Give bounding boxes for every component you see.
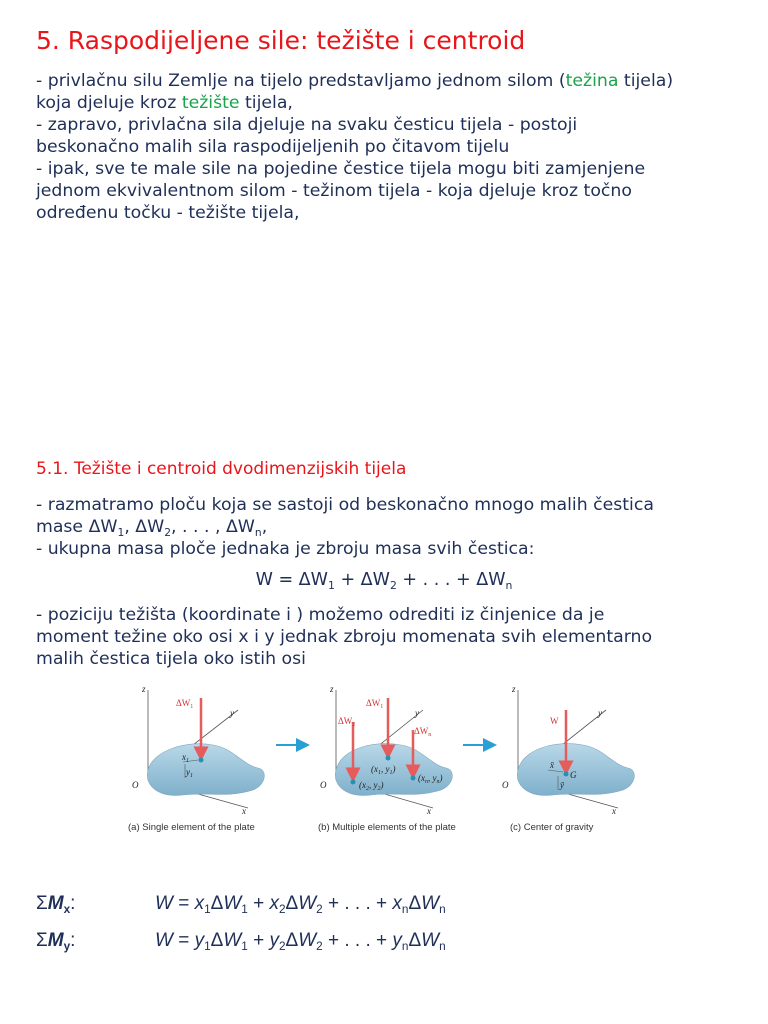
panel-c <box>502 684 634 833</box>
axis-x: x <box>242 806 246 816</box>
svg-text:x: x <box>612 806 616 816</box>
section-line-3: - ukupna masa ploče jednaka je zbroju masa svih čestica: <box>36 539 535 559</box>
svg-text:(x2, y2): ($x_2$, $y_2$) <box>359 780 384 792</box>
intro-line-4: beskonačno malih sila raspodijeljenih po čitavom tijelu <box>36 137 510 157</box>
svg-text:y1: $y_1$ <box>186 767 193 779</box>
svg-text:ΔW2: $\Delta W_2$ <box>338 716 356 728</box>
svg-text:G: G <box>570 770 577 780</box>
svg-text:y: y <box>598 708 602 718</box>
moment-y-equation: $W = y_1\Delta W_1 + y_2\Delta W_2$ + . . . + $y_n\Delta W_n$ <box>155 930 446 954</box>
svg-text:ΔW1: $\Delta W_1$ <box>366 698 384 710</box>
moment-x-label: $\Sigma M_x$: <box>36 893 76 917</box>
svg-text:(x1, y1): ($x_1$, $y_1$) <box>371 764 396 776</box>
moment-x-equation: $W = x_1\Delta W_1 + x_2\Delta W_2$ + . . . + $x_n\Delta W_n$ <box>155 893 446 917</box>
section-line-1: - razmatramo ploču koja se sastoji od beskonačno mnogo malih čestica <box>36 495 654 515</box>
svg-text:O: O <box>502 780 509 790</box>
origin-label: O <box>132 780 139 790</box>
axis-z: z <box>142 684 146 694</box>
axis-y: y <box>230 708 234 718</box>
label-W: W <box>550 716 559 726</box>
section-line-4: - poziciju težišta (koordinate i ) možemo odrediti iz činjenice da je <box>36 605 605 625</box>
intro-paragraph <box>36 70 673 224</box>
moment-y-label: $\Sigma M_y$: <box>36 930 76 954</box>
intro-line-3: - zapravo, privlačna sila djeluje na svaku česticu tijela - postoji <box>36 115 578 135</box>
section-title: 5.1. Težište i centroid dvodimenzijskih tijela <box>36 459 407 479</box>
total-weight-equation: $W = \Delta W_1 + \Delta W_2$ + . . . + $\Delta W_n$ <box>255 570 513 592</box>
section-line-2: mase $\Delta W_1$, $\Delta W_2$, . . . , $\Delta W_n$, <box>36 517 268 539</box>
label-dW1: $\Delta W_1$ <box>176 698 194 710</box>
intro-line-7: određenu točku - težište tijela, <box>36 203 300 223</box>
svg-text:x̄: x̄ <box>550 760 554 770</box>
panel-b <box>318 684 456 833</box>
svg-text:z: z <box>330 684 334 694</box>
intro-line-5: - ipak, sve te male sile na pojedine čestice tijela mogu biti zamjenjene <box>36 159 646 179</box>
caption-a: (a) Single element of the plate <box>128 822 255 833</box>
svg-text:ȳ: ȳ <box>560 780 564 790</box>
svg-text:x: x <box>427 806 431 816</box>
svg-text:y: y <box>415 708 419 718</box>
section-line-5: moment težine oko osi x i y jednak zbroju momenata svih elementarno <box>36 627 653 647</box>
center-of-gravity-figure <box>118 680 648 840</box>
section-line-6: malih čestica tijela oko istih osi <box>36 649 306 669</box>
intro-line-6: jednom ekvivalentnom silom - težinom tijela - koja djeluje kroz točno <box>36 181 632 201</box>
svg-text:x1: $x_1$ <box>182 752 189 764</box>
panel-a <box>128 684 264 833</box>
term-teziste: težište <box>181 93 240 113</box>
intro-line-1: - privlačnu silu Zemlje na tijelo predstavljamo jednom silom (težina tijela) <box>36 71 674 91</box>
caption-b: (b) Multiple elements of the plate <box>318 822 456 833</box>
intro-line-2: koja djeluje kroz težište tijela, <box>36 93 293 113</box>
caption-c: (c) Center of gravity <box>510 822 594 833</box>
svg-text:O: O <box>320 780 327 790</box>
section-paragraph-2 <box>36 604 652 670</box>
svg-text:(xn, yn): ($x_n$, $y_n$) <box>418 773 443 785</box>
svg-text:ΔWn: $\Delta W_n$ <box>414 726 432 738</box>
page-title: 5. Raspodijeljene sile: težište i centroid <box>36 26 526 55</box>
svg-text:z: z <box>512 684 516 694</box>
section-paragraph <box>36 494 654 560</box>
term-tezina: težina <box>565 71 619 91</box>
